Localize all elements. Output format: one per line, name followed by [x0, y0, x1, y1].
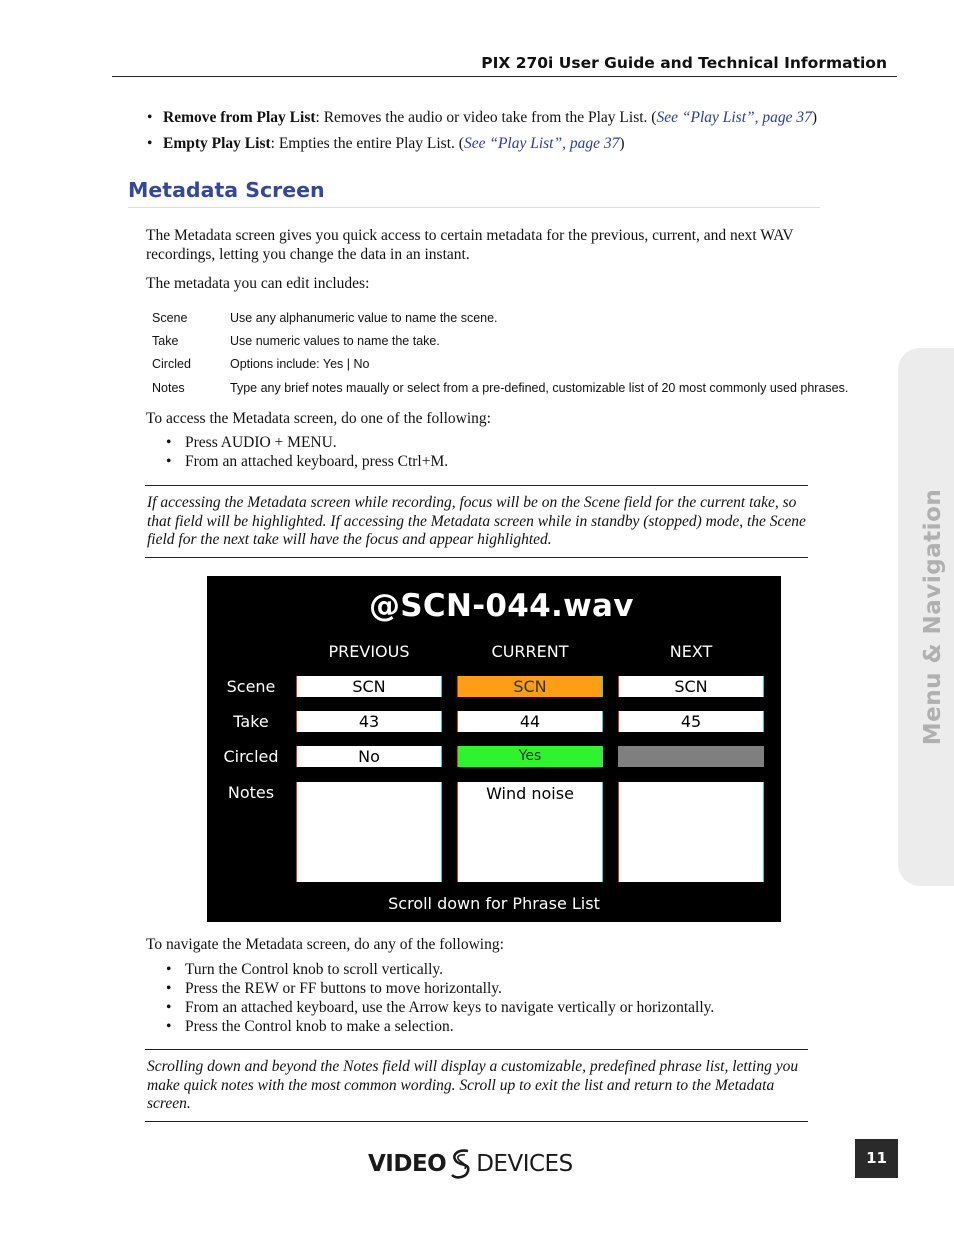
chapter-side-tab: [898, 348, 954, 886]
list-item: [166, 979, 714, 998]
bullet: •: [166, 1018, 172, 1035]
bullet: •: [166, 980, 172, 997]
table-desc: Use numeric values to name the take.: [230, 334, 440, 348]
page-header: [112, 52, 897, 77]
table-desc: Use any alphanumeric value to name the scene.: [230, 311, 498, 325]
take-next-field[interactable]: 45: [618, 711, 764, 732]
list-item: [166, 960, 714, 979]
row-label-take: Take: [233, 712, 269, 731]
paren: ): [619, 135, 625, 152]
metadata-screen-image: [207, 576, 781, 922]
column-current: CURRENT: [491, 642, 569, 661]
table-term: Take: [152, 334, 179, 348]
table-row: [146, 378, 849, 398]
notes-current-field[interactable]: Wind noise: [457, 782, 603, 882]
table-desc: Options include: Yes | No: [230, 357, 370, 371]
column-previous: PREVIOUS: [328, 642, 410, 661]
access-list: [166, 433, 448, 471]
table-term: Scene: [152, 311, 188, 325]
chapter-label: Menu & Navigation: [920, 488, 946, 746]
take-current-field[interactable]: 44: [457, 711, 603, 732]
scene-current-field[interactable]: SCN: [457, 676, 603, 697]
row-label-circled: Circled: [223, 747, 279, 766]
list-item: [147, 108, 837, 127]
list-item-text: Turn the Control knob to scroll vertically.: [185, 961, 444, 978]
editable-intro: The metadata you can edit includes:: [146, 275, 370, 292]
scene-next-field[interactable]: SCN: [618, 676, 764, 697]
circled-next-field: [618, 746, 764, 767]
table-row: [146, 354, 846, 374]
page-number: 11: [855, 1139, 898, 1178]
section-heading: Metadata Screen: [128, 178, 325, 202]
list-item: [166, 452, 448, 471]
bullet-term: Empty Play List: [163, 135, 271, 152]
list-item: [147, 134, 837, 153]
notes-next-field[interactable]: [618, 782, 764, 882]
list-item: [166, 433, 448, 452]
list-item-text: From an attached keyboard, use the Arrow keys to navigate vertically or horizontally.: [185, 999, 715, 1016]
play-list-bullets: [147, 108, 837, 160]
logo-text-video: VIDEO: [368, 1151, 447, 1177]
logo-text-devices: DEVICES: [476, 1151, 573, 1177]
bullet: •: [166, 434, 172, 451]
list-item-text: Press the REW or FF buttons to move horizontally.: [185, 980, 502, 997]
bullet: •: [166, 961, 172, 978]
video-devices-logo: [368, 1146, 573, 1182]
phrase-list-hint: Scroll down for Phrase List: [388, 894, 600, 913]
column-next: NEXT: [669, 642, 713, 661]
table-row: [146, 331, 846, 351]
cross-reference-link[interactable]: See “Play List”, page 37: [463, 135, 620, 152]
bullet: •: [147, 135, 153, 152]
bullet: •: [166, 999, 172, 1016]
intro-paragraph: The Metadata screen gives you quick access to certain metadata for the previous, current, and next WAV recordings, letting you change the data in an instant.: [146, 227, 794, 263]
document-title: PIX 270i User Guide and Technical Information: [481, 54, 887, 72]
access-intro: To access the Metadata screen, do one of the following:: [146, 410, 491, 427]
scene-previous-field[interactable]: SCN: [296, 676, 442, 697]
navigate-intro: To navigate the Metadata screen, do any of the following:: [146, 936, 504, 953]
list-item-text: Press AUDIO + MENU.: [185, 434, 337, 451]
circled-current-field[interactable]: Yes: [457, 746, 603, 767]
notes-previous-field[interactable]: [296, 782, 442, 882]
list-item: [166, 1017, 714, 1036]
screen-filename: @SCN-044.wav: [369, 588, 634, 624]
note-phrase-list: Scrolling down and beyond the Notes field will display a customizable, predefined phrase list, letting you make quick notes with the most common wording. Scroll up to exit the list and return to the Metadata screen.: [145, 1049, 808, 1122]
circled-previous-field[interactable]: No: [296, 746, 442, 767]
bullet: •: [147, 109, 153, 126]
cross-reference-link[interactable]: See “Play List”, page 37: [656, 109, 812, 126]
logo-swirl-icon: [448, 1147, 474, 1181]
note-recording-focus: If accessing the Metadata screen while recording, focus will be on the Scene field for the current take, so that field will be highlighted. If accessing the Metadata screen while in standby (stopped) mode, the Scene field for the next take will have the focus and appear highlighted.: [145, 485, 808, 558]
bullet-term: Remove from Play List: [163, 109, 316, 126]
row-label-scene: Scene: [226, 677, 276, 696]
take-previous-field[interactable]: 43: [296, 711, 442, 732]
table-desc: Type any brief notes maually or select from a pre-defined, customizable list of 20 most commonly used phrases.: [230, 381, 849, 395]
paren: ): [811, 109, 818, 126]
table-term: Circled: [152, 357, 191, 371]
navigate-list: [166, 960, 714, 1036]
divider: [128, 207, 820, 208]
list-item-text: From an attached keyboard, press Ctrl+M.: [185, 453, 449, 470]
bullet-text: : Removes the audio or video take from the Play List. (: [315, 109, 657, 126]
table-row: [146, 308, 846, 328]
row-label-notes: Notes: [227, 783, 275, 802]
table-term: Notes: [152, 381, 185, 395]
bullet-text: : Empties the entire Play List. (: [270, 135, 464, 152]
list-item-text: Press the Control knob to make a selection.: [185, 1018, 454, 1035]
list-item: [166, 998, 714, 1017]
bullet: •: [166, 453, 172, 470]
